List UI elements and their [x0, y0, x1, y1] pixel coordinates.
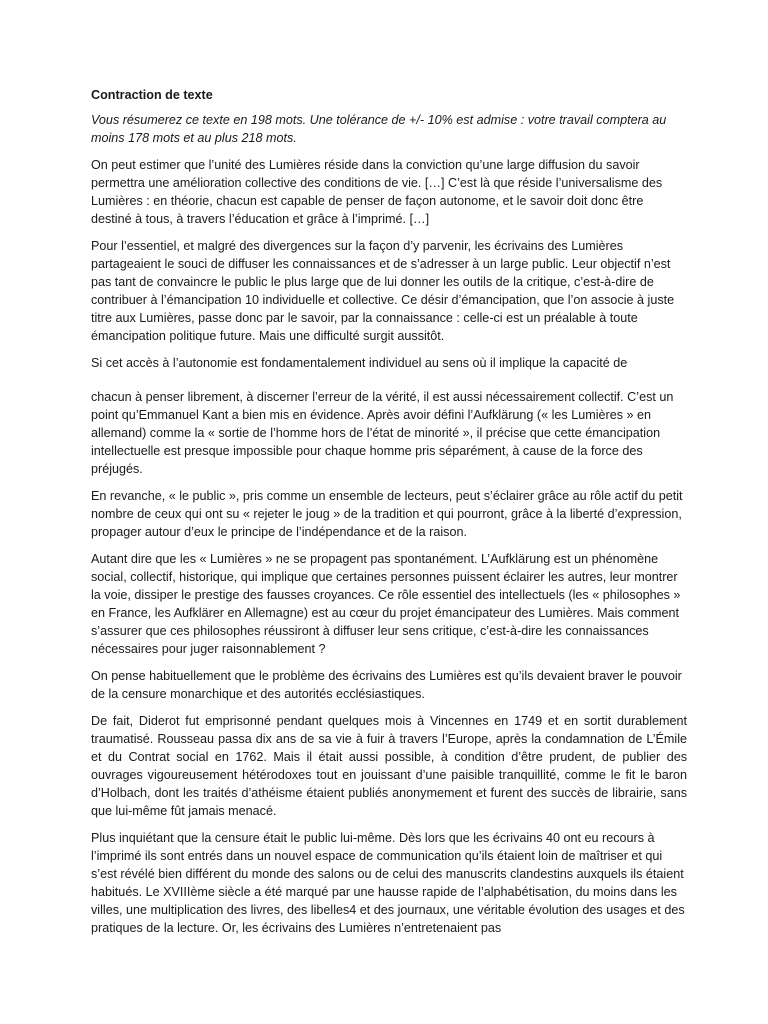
paragraph-3: Si cet accès à l’autonomie est fondamentalement individuel au sens où il implique la capacité de [91, 356, 628, 370]
paragraph-8: De fait, Diderot fut emprisonné pendant quelques mois à Vincennes en 1749 et en sortit durablement traumatisé. Rousseau passa dix ans de sa vie à fuir à travers l’Europe, après la condamnation de L’Émile et du Contrat social en 1762. Mais il était aussi possible, à condition d’être prudent, de publier des ouvrages vigoureusement hétérodoxes tout en jouissant d’une paisible tranquillité, comme le fit le baron d’Holbach, dont les traités d’athéisme étaient publiés anonymement et furent des succès de librairie, sans que lui-même fût jamais menacé. [91, 714, 687, 818]
paragraph-5: En revanche, « le public », pris comme un ensemble de lecteurs, peut s’éclairer grâce au rôle actif du petit nombre de ceux qui ont su « rejeter le joug » de la tradition et qui pourront, grâce à la liberté d’expression, propager autour d’eux le principe de l’indépendance et de la raison. [91, 489, 683, 539]
document-title: Contraction de texte [91, 88, 213, 102]
paragraph-4: chacun à penser librement, à discerner l’erreur de la vérité, il est aussi nécessairement collectif. C’est un point qu’Emmanuel Kant a bien mis en évidence. Après avoir défini l’Aufklärung (« les Lumières » en allemand) comme la « sortie de l’homme hors de l’état de minorité », il précise que cette émancipation intellectuelle est presque impossible pour chaque homme pris séparément, à cause de la force des préjugés. [91, 390, 674, 476]
document-page [91, 86, 687, 946]
paragraph-7: On pense habituellement que le problème des écrivains des Lumières est qu’ils devaient braver le pouvoir de la censure monarchique et des autorités ecclésiastiques. [91, 669, 682, 701]
paragraph-9: Plus inquiétant que la censure était le public lui-même. Dès lors que les écrivains 40 ont eu recours à l’imprimé ils sont entrés dans un nouvel espace de communication qu’ils étaient loin de maîtriser et qui s’est révélé bien différent du monde des salons ou de celui des manuscrits clandestins auxquels ils étaient habitués. Le XVIIIème siècle a été marqué par une hausse rapide de l’alphabétisation, du moins dans les villes, une multiplication des livres, des libelles4 et des journaux, une véritable évolution des usages et des pratiques de la lecture. Or, les écrivains des Lumières n’entretenaient pas [91, 831, 685, 935]
paragraph-1: On peut estimer que l’unité des Lumières réside dans la conviction qu’une large diffusion du savoir permettra une amélioration collective des conditions de vie. […] C’est là que réside l’universalisme des Lumières : en théorie, chacun est capable de penser de façon autonome, et le savoir doit donc être destiné à tous, à travers l’éducation et grâce à l’imprimé. […] [91, 158, 663, 226]
paragraph-6: Autant dire que les « Lumières » ne se propagent pas spontanément. L’Aufklärung est un phénomène social, collectif, historique, qui implique que certaines personnes puissent éclairer les autres, leur montrer la voie, dissiper le prestige des fausses croyances. Ce rôle essentiel des intellectuels (les « philosophes » en France, les Aufklärer en Allemagne) est au cœur du projet émancipateur des Lumières. Mais comment s’assurer que ces philosophes réussiront à diffuser leur sens critique, c’est-à-dire les connaissances nécessaires pour juger raisonnablement ? [91, 552, 681, 656]
paragraph-2: Pour l’essentiel, et malgré des divergences sur la façon d’y parvenir, les écrivains des Lumières partageaient le souci de diffuser les connaissances et de s’adresser à un large public. Leur objectif n’est pas tant de convaincre le public le plus large que de lui donner les outils de la critique, c’est-à-dire de contribuer à l’émancipation 10 individuelle et collective. Ce désir d’émancipation, que l’on associe à juste titre aux Lumières, passe donc par le savoir, par la connaissance : celle-ci est un préalable à toute émancipation politique future. Mais une difficulté surgit aussitôt. [91, 239, 675, 343]
instructions-text: Vous résumerez ce texte en 198 mots. Une tolérance de +/- 10% est admise : votre travail comptera au moins 178 mots et au plus 218 mots. [91, 113, 667, 145]
